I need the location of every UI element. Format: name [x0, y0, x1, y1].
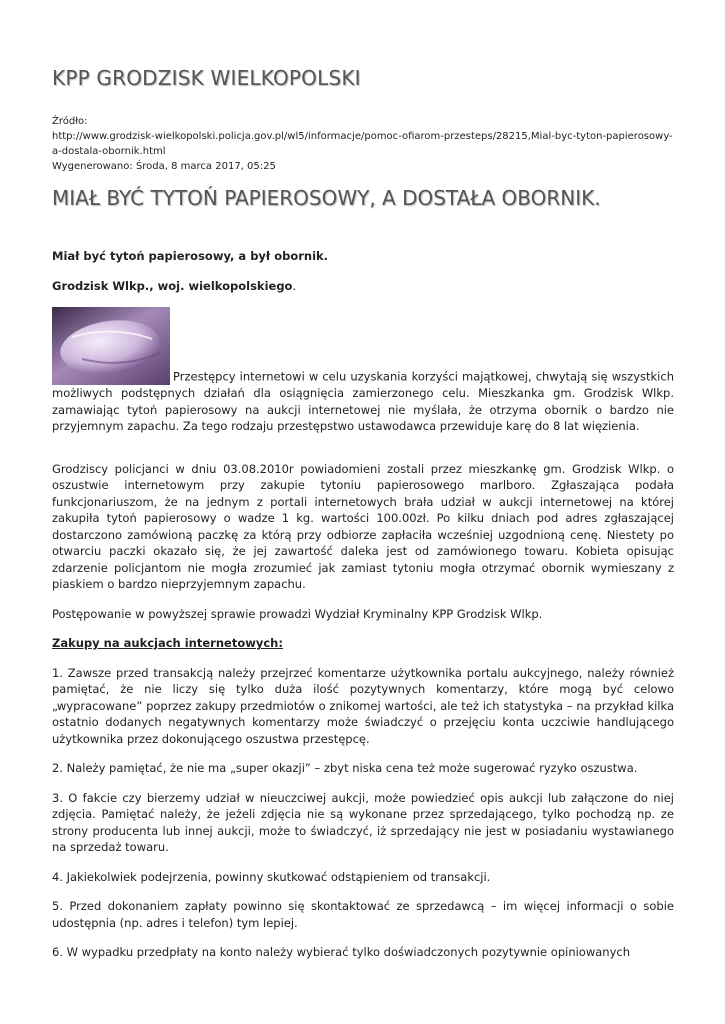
source-label: Źródło:	[52, 116, 88, 127]
tip-item: 5. Przed dokonaniem zapłaty powinno się skontaktować ze sprzedawcą – im więcej informacji o sobie udostępnia (np. adres i telefon) tym lepiej.	[52, 899, 674, 930]
tip-item: 2. Należy pamiętać, że nie ma „super okazji” – zbyt niska cena też może sugerować ryzyko oszustwa.	[52, 761, 638, 775]
site-title: KPP GRODZISK WIELKOPOLSKI	[52, 66, 361, 90]
tip-item: 1. Zawsze przed transakcją należy przejrzeć komentarze użytkownika portalu aukcyjnego, należy również pamiętać, że nie liczy się tylko duża ilość pozytywnych komentarzy, które mogą być celowo „wypracowane” poprzez zakupy przedmiotów o znikomej wartości, ale też ich statystyka – na przykład kilka ostatnio dodanych negatywnych komentarzy może świadczyć o przejęciu konta uczciwie handlującego użytkownika przez dokonującego oszustwa przestępcę.	[52, 665, 674, 746]
section-subheading: Zakupy na aukcjach internetowych:	[52, 636, 283, 650]
computer-mouse-photo	[52, 307, 170, 385]
tip-item: 4. Jakiekolwiek podejrzenia, powinny skutkować odstąpieniem od transakcji.	[52, 869, 491, 884]
article-paragraph: Przestępcy internetowi w celu uzyskania korzyści majątkowej, chwytają się wszystkich możliwych podstępnych działań dla osiągnięcia zamierzonego celu. Mieszkanka gm. Grodzisk Wlkp. zamawiając tytoń papierosowy na aukcji internetowej nie myślała, że otrzyma obornik o bardzo nie przyjemnym zapachu. Za tego rodzaju przestępstwo ustawodawca przewiduje karę do 8 lat więzienia.	[52, 369, 674, 433]
article-paragraph: Grodziscy policjanci w dniu 03.08.2010r powiadomieni zostali przez mieszkankę gm. Grodzisk Wlkp. o oszustwie internetowym przy zakupie tytoniu papierosowego marlboro. Zgłaszająca podała funkcjonariuszom, że na jednym z portali internetowych brała udział w aukcji internetowej na której zakupiła tytoń papierosowy o wadze 1 kg. wartości 100.00zł. Po kilku dniach pod adres zgłaszającej dostarczono zamówioną paczkę za którą przy odbiorze zapłaciła wcześniej uzgodnioną cenę. Niestety po otwarciu paczki okazało się, że jej zawartość daleka jest od zamówionego towaru. Kobieta opisując zdarzenie policjantom nie mogła zrozumieć jak zamiast tytoniu mogła otrzymać obornik wymieszany z piaskiem o bardzo nieprzyjemnym zapachu.	[52, 461, 674, 591]
article-lead: Miał być tytoń papierosowy, a był obornik.	[52, 249, 329, 263]
location-suffix: .	[292, 278, 297, 293]
article-title: MIAŁ BYĆ TYTOŃ PAPIEROSOWY, A DOSTAŁA OBORNIK.	[52, 186, 601, 210]
source-url[interactable]: http://www.grodzisk-wielkopolski.policja.gov.pl/wl5/informacje/pomoc-ofiarom-przesteps/28215,Mial-byc-tyton-papierosowy-a-dostala-obornik.html	[52, 131, 673, 157]
generated-date: Wygenerowano: Środa, 8 marca 2017, 05:25	[52, 161, 276, 172]
article-body	[52, 248, 674, 974]
paragraph-with-photo	[52, 307, 674, 435]
article-location-line	[52, 278, 674, 295]
tip-item: 3. O fakcie czy bierzemy udział w nieuczciwej aukcji, może powiedzieć opis aukcji lub załączone do niej zdjęcia. Pamiętać należy, że jeżeli zdjęcia nie są wykonane przez sprzedającego, tylko pochodzą np. ze strony producenta lub innej aukcji, może to świadczyć, iż sprzedający nie jest w posiadaniu wystawianego na sprzedaż towaru.	[52, 790, 674, 854]
tip-item: 6. W wypadku przedpłaty na konto należy wybierać tylko doświadczonych pozytywnie opiniowanych	[52, 945, 630, 959]
article-location: Grodzisk Wlkp., woj. wielkopolskiego	[52, 278, 293, 293]
article-paragraph: Postępowanie w powyższej sprawie prowadzi Wydział Kryminalny KPP Grodzisk Wlkp.	[52, 606, 543, 621]
source-meta	[52, 114, 674, 174]
